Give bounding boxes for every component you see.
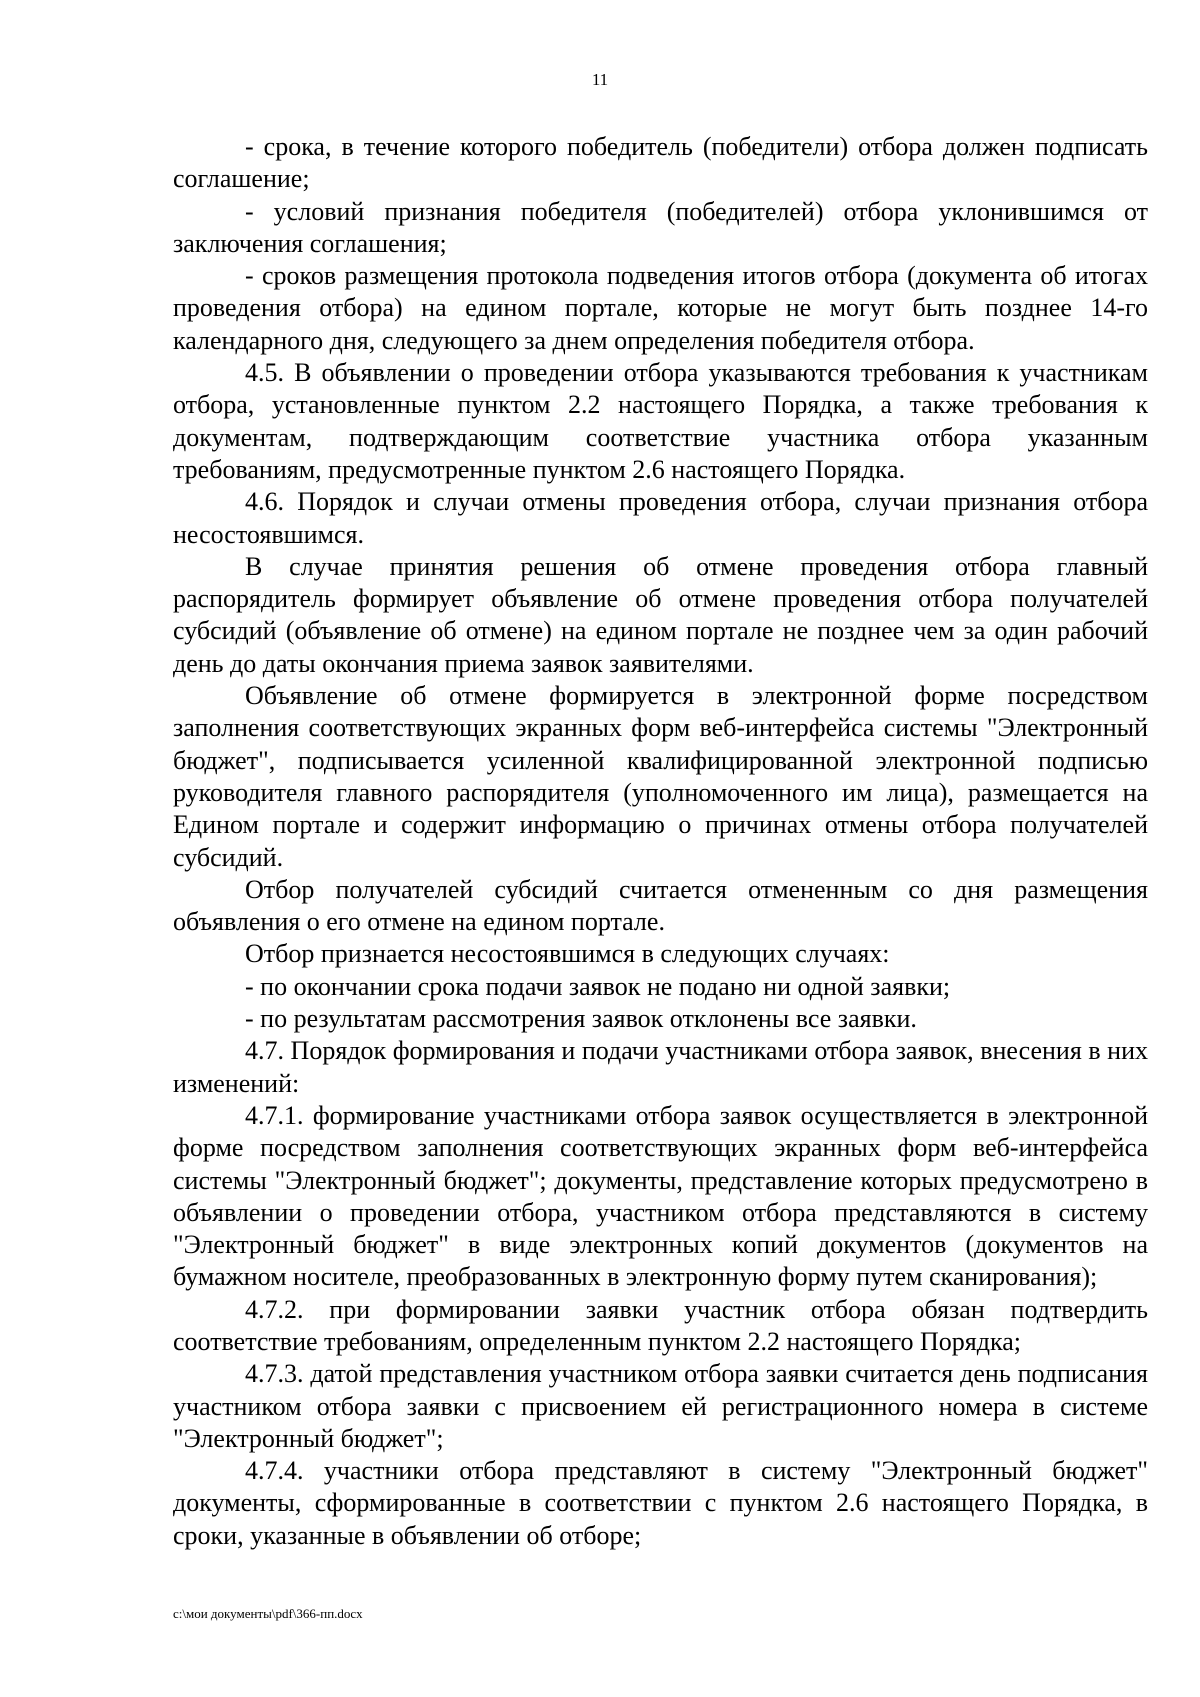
paragraph-4-7-1: 4.7.1. формирование участниками отбора заявок осуществляется в электронной форме посредством заполнения соответствующих экранных форм веб-интерфейса системы "Электронный бюджет"; документы, представление которых предусмотрено в объявлении о проведении отбора, участником отбора представляются в систему "Электронный бюджет" в виде электронных копий документов (документов на бумажном носителе, преобразованных в электронную форму путем сканирования); (173, 1100, 1148, 1292)
paragraph-deadline-sign: - срока, в течение которого победитель (победители) отбора должен подписать соглашение; (173, 132, 1148, 194)
paragraph-failed-case-no-bids: - по окончании срока подачи заявок не подано ни одной заявки; (245, 971, 951, 1001)
paragraph-cancellation-decision: В случае принятия решения об отмене проведения отбора главный распорядитель формирует объявление об отмене проведения отбора получателей субсидий (объявление об отмене) на едином портале не позднее чем за один рабочий день до даты окончания приема заявок заявителями. (173, 551, 1148, 678)
paragraph-4-7-4: 4.7.4. участники отбора представляют в систему "Электронный бюджет" документы, сформированные в соответствии с пунктом 2.6 настоящего Порядка, в сроки, указанные в объявлении об отборе; (173, 1456, 1148, 1550)
paragraph-cancelled-date: Отбор получателей субсидий считается отмененным со дня размещения объявления о его отмене на едином портале. (173, 874, 1148, 937)
paragraph-failed-case-all-rejected: - по результатам рассмотрения заявок отклонены все заявки. (245, 1004, 917, 1034)
paragraph-4-7-2: 4.7.2. при формировании заявки участник отбора обязан подтвердить соответствие требованиям, определенным пунктом 2.2 настоящего Порядка; (173, 1294, 1148, 1356)
paragraph-4-5: 4.5. В объявлении о проведении отбора указываются требования к участникам отбора, установленные пунктом 2.2 настоящего Порядка, а также требования к документам, подтверждающим соответствие участника отбора указанным требованиям, предусмотренные пунктом 2.6 настоящего Порядка. (173, 358, 1148, 484)
paragraph-cancellation-announcement: Объявление об отмене формируется в электронной форме посредством заполнения соответствующих экранных форм веб-интерфейса системы "Электронный бюджет", подписывается усиленной квалифицированной электронной подписью руководителя главного распорядителя (уполномоченного им лица), размещается на Едином портале и содержит информацию о причинах отмены отбора получателей субсидий. (173, 681, 1148, 872)
document-body (173, 131, 1148, 1552)
paragraph-4-7-3: 4.7.3. датой представления участником отбора заявки считается день подписания участником отбора заявки с присвоением ей регистрационного номера в системе "Электронный бюджет"; (173, 1359, 1148, 1453)
paragraph-4-6: 4.6. Порядок и случаи отмены проведения отбора, случаи признания отбора несостоявшимся. (173, 487, 1148, 549)
paragraph-evasion-conditions: - условий признания победителя (победителей) отбора уклонившимся от заключения соглашения; (173, 196, 1148, 258)
footer-file-path: c:\мои документы\pdf\366-пп.docx (173, 1606, 363, 1621)
paragraph-4-7: 4.7. Порядок формирования и подачи участниками отбора заявок, внесения в них изменений: (173, 1036, 1148, 1098)
page-number: 11 (591, 70, 609, 89)
paragraph-protocol-deadlines: - сроков размещения протокола подведения итогов отбора (документа об итогах проведения отбора) на едином портале, которые не могут быть позднее 14-го календарного дня, следующего за днем определения победителя отбора. (173, 261, 1148, 355)
paragraph-failed-cases-intro: Отбор признается несостоявшимся в следующих случаях: (245, 939, 890, 969)
